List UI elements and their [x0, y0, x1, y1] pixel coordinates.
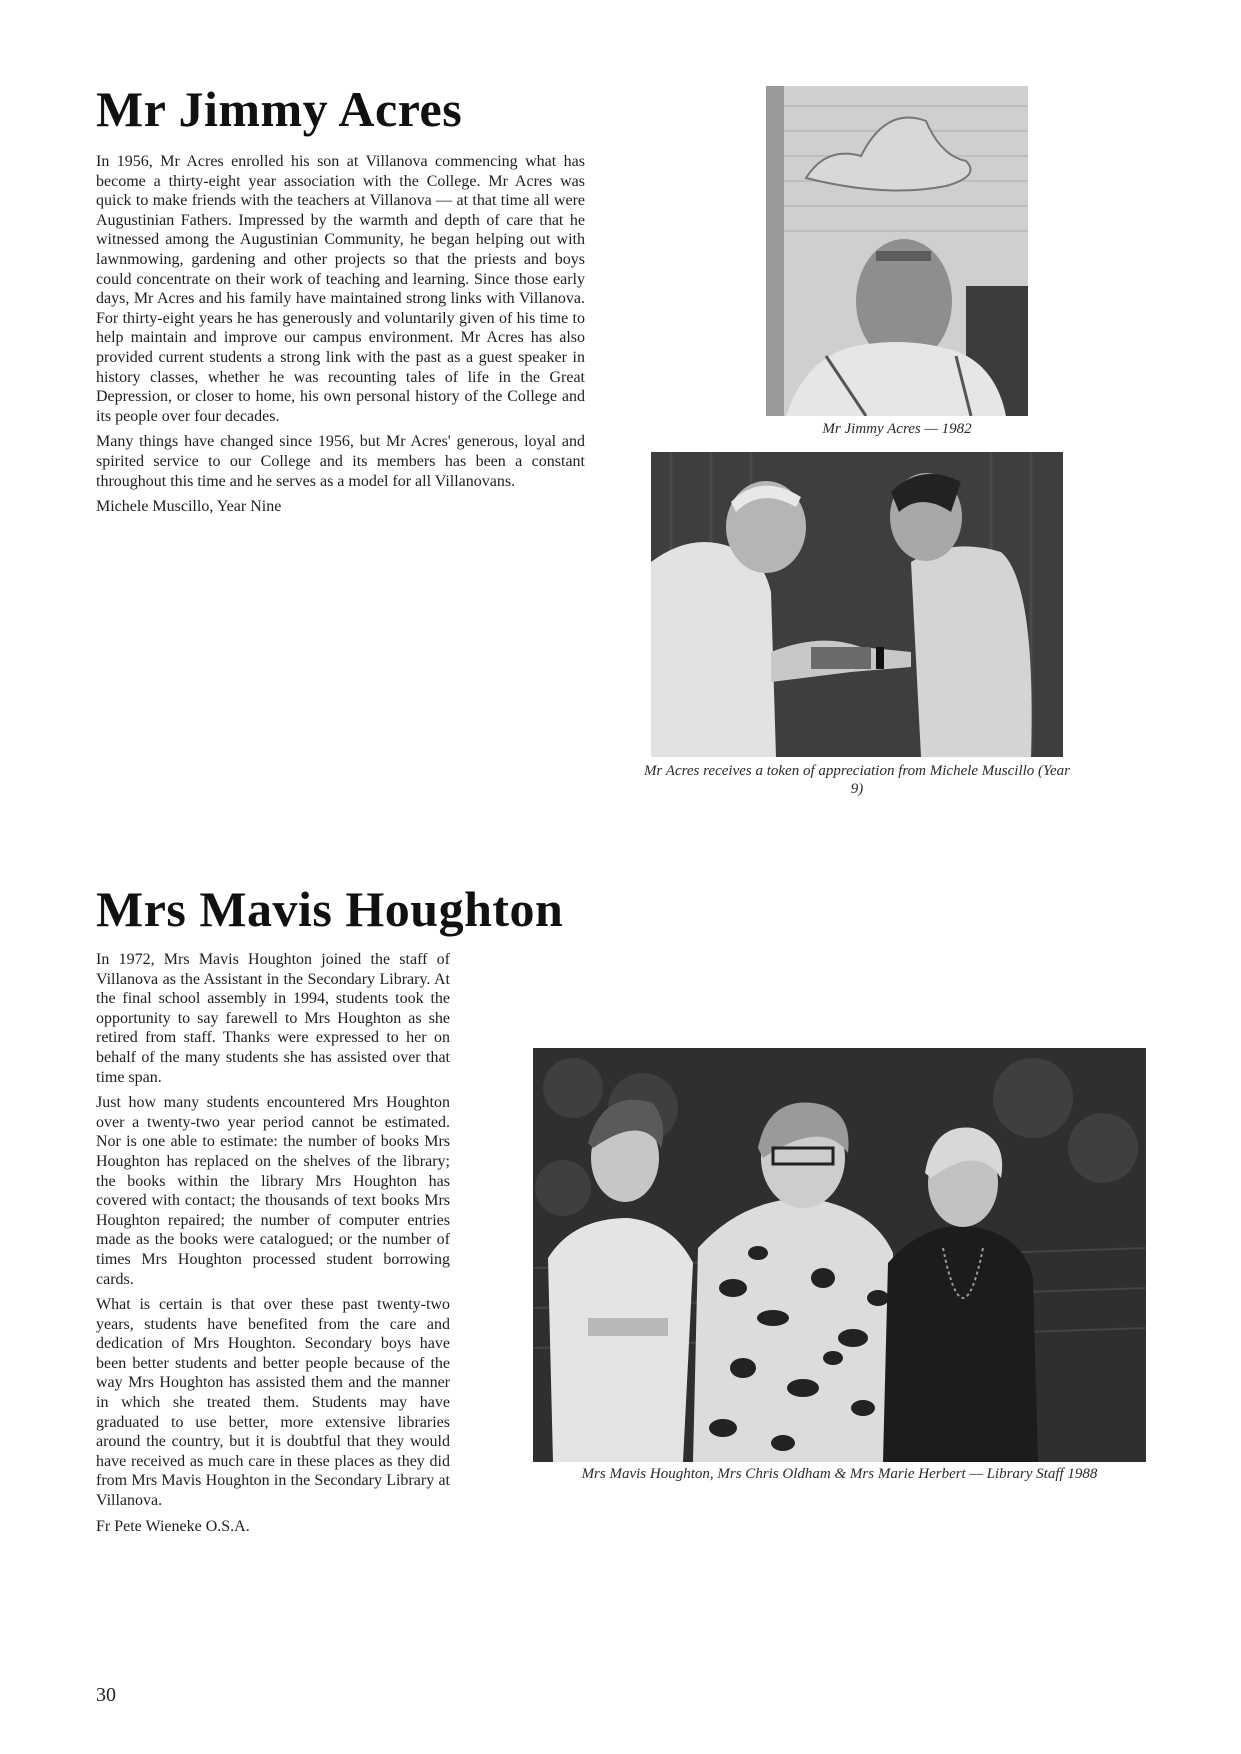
paragraph: In 1972, Mrs Mavis Houghton joined the staff of Villanova as the Assistant in the Secondary Library. At the final school assembly in 1994, students took the opportunity to say farewell to Mrs Houghton as she retired from staff. Thanks were expressed to her on behalf of the many students she has assisted over that time span.	[96, 951, 450, 1086]
photo-token-of-appreciation	[651, 452, 1063, 757]
section-title-acres: Mr Jimmy Acres	[96, 81, 463, 137]
paragraph: Just how many students encountered Mrs Houghton over a twenty-two year period cannot be estimated. Nor is one able to estimate: the number of books Mrs Houghton has replaced on the shelves of the library; the books within the library Mrs Houghton has covered with contact; the thousands of text books Mrs Houghton repaired; the number of computer entries made as the books were catalogued; or the number of times Mrs Houghton processed student borrowing cards.	[96, 1094, 450, 1288]
section-title-houghton: Mrs Mavis Houghton	[96, 881, 564, 937]
author-signature: Michele Muscillo, Year Nine	[96, 498, 282, 516]
paragraph: What is certain is that over these past twenty-two years, students have benefited from the care and dedication of Mrs Houghton. Secondary boys have been better students and better people because of the way Mrs Houghton has assisted them and the manner in which she treated them. Students may have graduated to use better, more extensive libraries around the country, but it is doubtful that they would have received as much care in these places as they did from Mrs Mavis Houghton in the Secondary Library at Villanova.	[96, 1296, 450, 1510]
article-body-acres	[96, 152, 585, 523]
page-number: 30	[96, 1684, 116, 1706]
photo-library-staff-1988	[533, 1048, 1146, 1462]
paragraph: In 1956, Mr Acres enrolled his son at Villanova commencing what has become a thirty-eight year association with the College. Mr Acres was quick to make friends with the teachers at Villanova — at that time all were Augustinian Fathers. Impressed by the warmth and depth of care that he witnessed among the Augustinian Community, he began helping out with lawnmowing, gardening and other projects so that the priests and boys could concentrate on their work of teaching and learning. Since those early days, Mr Acres and his family have maintained strong links with Villanova. For thirty-eight years he has generously and voluntarily given of his time to help maintain and improve our campus environment. Mr Acres has also provided current students a strong link with the past as a guest speaker in history classes, whether he was recounting tales of life in the Great Depression, or closer to home, his own personal history of the College and its people over four decades.	[96, 153, 585, 425]
photo-jimmy-acres-1982	[766, 86, 1028, 416]
photo-caption: Mr Jimmy Acres — 1982	[822, 421, 972, 437]
author-signature: Fr Pete Wieneke O.S.A.	[96, 1517, 250, 1535]
photo-caption: Mr Acres receives a token of appreciation from Michele Muscillo (Year 9)	[643, 763, 1070, 797]
paragraph: Many things have changed since 1956, but Mr Acres' generous, loyal and spirited service to our College and its members has been a constant throughout this time and he serves as a model for all Villanovans.	[96, 433, 585, 490]
photo-caption: Mrs Mavis Houghton, Mrs Chris Oldham & Mrs Marie Herbert — Library Staff 1988	[581, 1466, 1098, 1482]
article-body-houghton	[96, 950, 450, 1542]
